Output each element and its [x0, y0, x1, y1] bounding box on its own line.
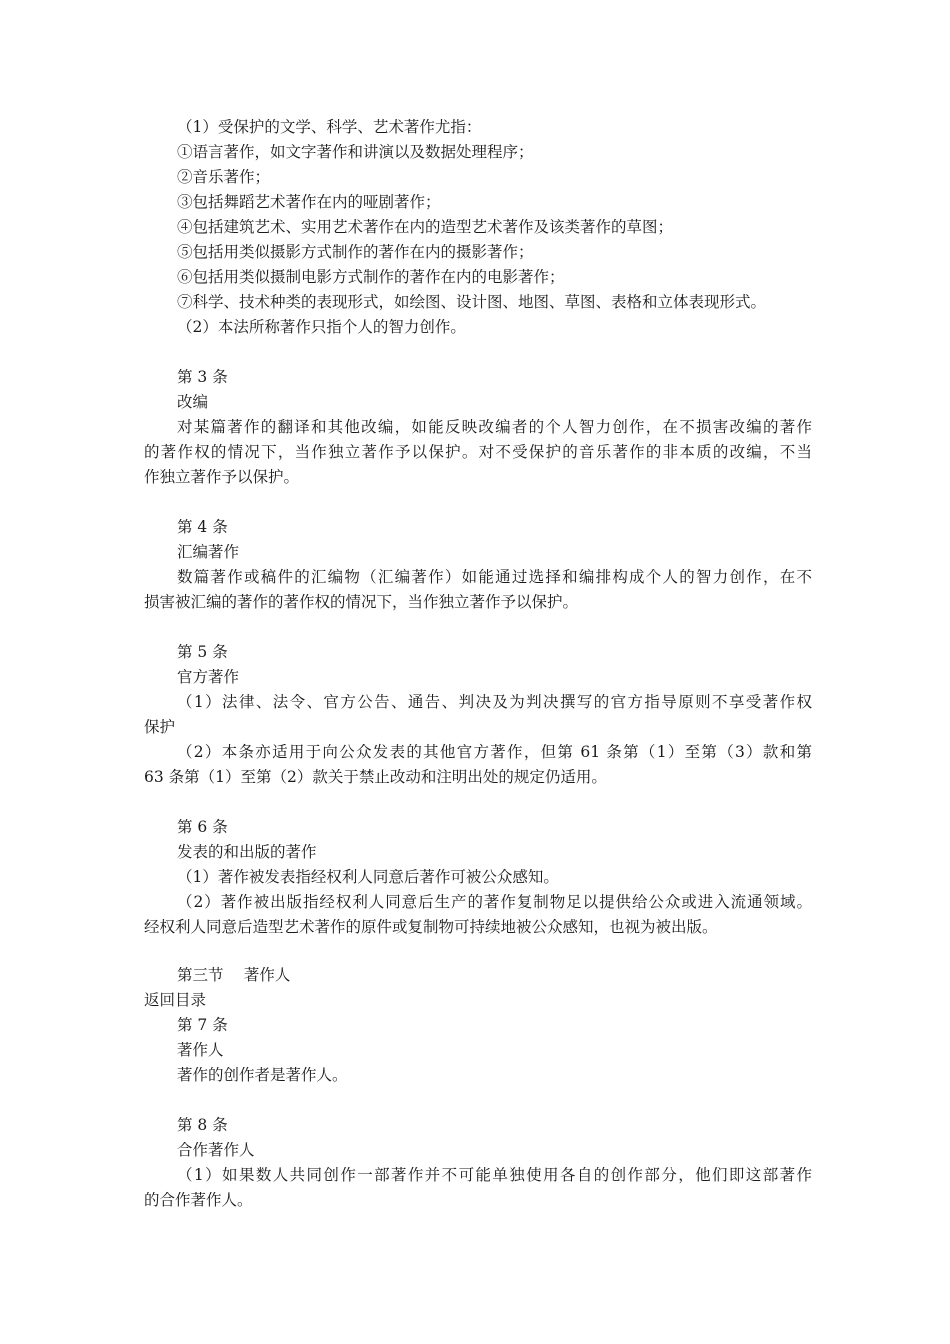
list-item-1: ①语言著作，如文字著作和讲演以及数据处理程序； [177, 143, 534, 161]
article-5-p1-line-2: 保护 [144, 718, 176, 736]
list-item-3: ③包括舞蹈艺术著作在内的哑剧著作； [177, 193, 441, 211]
article-5-number: 第 5 条 [177, 643, 228, 661]
article-4-number: 第 4 条 [177, 518, 228, 536]
list-item-5: ⑤包括用类似摄影方式制作的著作在内的摄影著作； [177, 243, 534, 261]
article-6-title: 发表的和出版的著作 [177, 843, 317, 861]
article-5-p1-line-1: （1）法律、法令、官方公告、通告、判决及为判决撰写的官方指导原则不享受著作权 [177, 693, 812, 711]
article-6-number: 第 6 条 [177, 818, 228, 836]
article-7-title: 著作人 [177, 1041, 224, 1059]
article-8-p1-line-2: 的合作著作人。 [144, 1191, 253, 1209]
article-6-p2-line-1: （2）著作被出版指经权利人同意后生产的著作复制物足以提供给公众或进入流通领域。 [177, 893, 812, 911]
back-to-toc-link[interactable]: 返回目录 [144, 991, 207, 1009]
list-item-4: ④包括建筑艺术、实用艺术著作在内的造型艺术著作及该类著作的草图； [177, 218, 674, 236]
article-4-title: 汇编著作 [177, 543, 240, 561]
article-3-line-2: 的著作权的情况下，当作独立著作予以保护。对不受保护的音乐著作的非本质的改编，不当 [144, 443, 812, 461]
article-5-title: 官方著作 [177, 668, 240, 686]
para-2-2: （2）本法所称著作只指个人的智力创作。 [177, 318, 466, 336]
para-2-1: （1）受保护的文学、科学、艺术著作尤指： [177, 118, 482, 136]
article-4-line-1: 数篇著作或稿件的汇编物（汇编著作）如能通过选择和编排构成个人的智力创作，在不 [177, 568, 812, 586]
article-4-line-2: 损害被汇编的著作的著作权的情况下，当作独立著作予以保护。 [144, 593, 579, 611]
article-3-line-3: 作独立著作予以保护。 [144, 468, 300, 486]
article-3-line-1: 对某篇著作的翻译和其他改编，如能反映改编者的个人智力创作，在不损害改编的著作 [177, 418, 812, 436]
article-6-p2-line-2: 经权利人同意后造型艺术著作的原件或复制物可持续地被公众感知，也视为被出版。 [144, 918, 718, 936]
article-3-title: 改编 [177, 393, 209, 411]
article-3-number: 第 3 条 [177, 368, 228, 386]
article-7-body: 著作的创作者是著作人。 [177, 1066, 348, 1084]
list-item-7: ⑦科学、技术种类的表现形式，如绘图、设计图、地图、草图、表格和立体表现形式。 [177, 293, 767, 311]
article-5-p2-line-1: （2）本条亦适用于向公众发表的其他官方著作，但第 61 条第（1）至第（3）款和第 [177, 743, 812, 761]
list-item-6: ⑥包括用类似摄制电影方式制作的著作在内的电影著作； [177, 268, 565, 286]
article-8-title: 合作著作人 [177, 1141, 255, 1159]
article-5-p2-line-2: 63 条第（1）至第（2）款关于禁止改动和注明出处的规定仍适用。 [144, 768, 607, 786]
list-item-2: ②音乐著作； [177, 168, 271, 186]
article-7-number: 第 7 条 [177, 1016, 228, 1034]
article-8-number: 第 8 条 [177, 1116, 228, 1134]
article-8-p1-line-1: （1）如果数人共同创作一部著作并不可能单独使用各自的创作部分，他们即这部著作 [177, 1166, 812, 1184]
article-6-p1: （1）著作被发表指经权利人同意后著作可被公众感知。 [177, 868, 559, 886]
section-3-heading: 第三节 著作人 [177, 966, 291, 984]
